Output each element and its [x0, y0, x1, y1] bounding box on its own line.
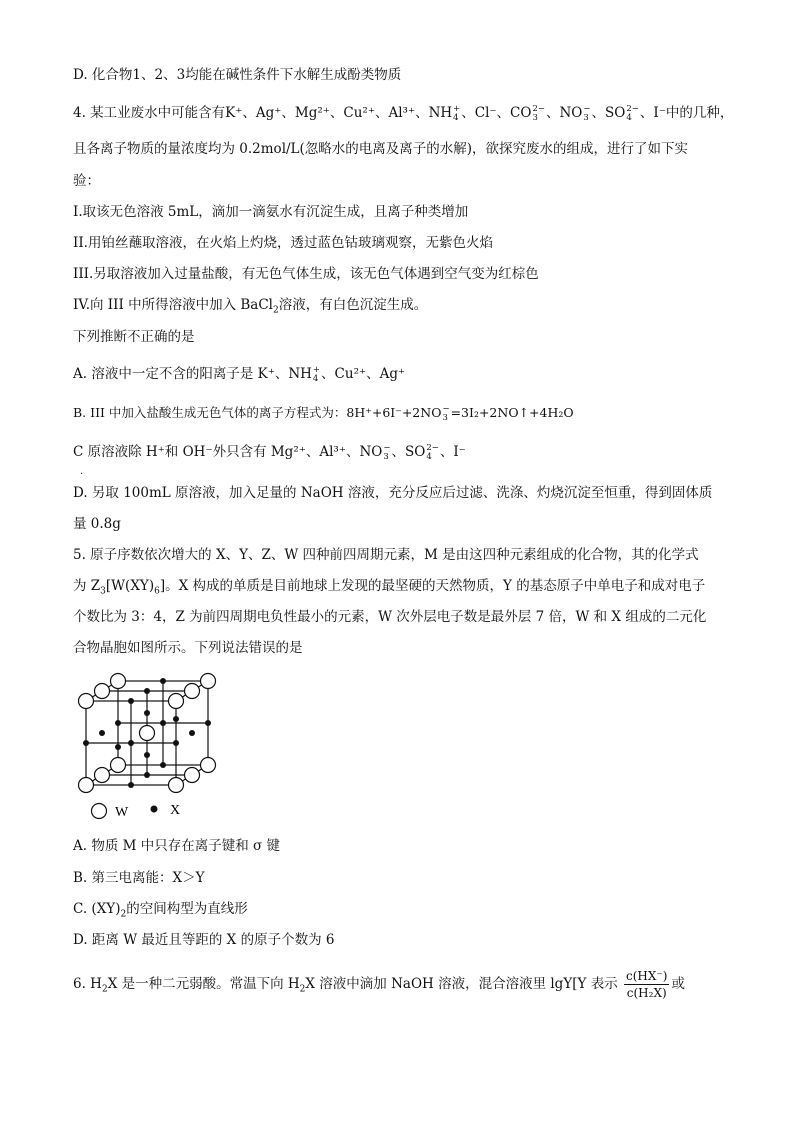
q6-text: X 溶液中滴加 NaOH 溶液，混合溶液里 lgY[Y 表示	[305, 976, 618, 992]
q5-text: [W(XY)	[105, 578, 155, 594]
q4-text: 溶液，有白色沉淀生成。	[278, 297, 428, 313]
fraction-numerator: c(HX⁻)	[626, 969, 668, 983]
q5-text: 的空间构型为直线形	[126, 901, 248, 917]
q6-text: 或	[671, 976, 685, 992]
q4-text: =3I₂+2NO↑+4H₂O	[450, 405, 574, 420]
q4-text: B. III 中加入盐酸生成无色气体的离子方程式为：8H⁺+6I⁻+2NO	[73, 405, 442, 420]
q4-option-b	[73, 404, 574, 423]
fraction-denominator: c(H₂X)	[626, 986, 667, 1000]
q6-text: X 是一种二元弱酸。常温下向 H	[107, 976, 300, 992]
q5-stem-line4: 合物晶胞如图所示。下列说法错误的是	[73, 640, 303, 656]
q4-text: 、I⁻中的几种，	[639, 105, 734, 121]
q4-text: 、SO	[591, 105, 626, 121]
stray-dot: .	[80, 466, 84, 477]
so4-charge: 2− 4	[426, 442, 439, 462]
q4-text: 、Cl⁻、CO	[461, 105, 532, 121]
q4-step-1: I.取该无色溶液 5mL，滴加一滴氨水有沉淀生成，且离子种类增加	[73, 204, 469, 220]
q3-option-d: D. 化合物1、2、3均能在碱性条件下水解生成酚类物质	[73, 67, 402, 83]
legend-w-label: W	[115, 805, 129, 820]
q4-text: 、I⁻	[439, 444, 466, 460]
q5-text: ]。X 构成的单质是目前地球上发现的最坚硬的天然物质，Y 的基态原子中单电子和成对电子	[159, 578, 706, 594]
legend-w-symbol	[92, 804, 107, 819]
q5-option-c	[73, 900, 248, 924]
q6-text: 6. H	[73, 976, 102, 992]
q4-question: 下列推断不正确的是	[73, 329, 195, 345]
legend-x-label: X	[170, 803, 181, 818]
q5-option-d: D. 距离 W 最近且等距的 X 的原子个数为 6	[73, 932, 335, 948]
no3-charge: − 3	[383, 442, 391, 462]
nh4-charge: + 4	[312, 364, 321, 384]
q5-stem-line3: 个数比为 3：4，Z 为前四周期电负性最小的元素，W 次外层电子数是最外层 7 倍，W 和 X 组成的二元化	[73, 609, 707, 625]
q4-option-d-line1: D. 另取 100mL 原溶液，加入足量的 NaOH 溶液，充分反应后过滤、洗涤、灼烧沉淀至恒重，得到固体质	[73, 485, 713, 501]
fraction	[624, 968, 669, 1001]
subscript: 6	[154, 586, 160, 597]
subscript: 3	[100, 586, 106, 597]
q4-stem-line1	[73, 104, 733, 123]
q4-text: 、Cu²⁺、Ag⁺	[321, 366, 406, 382]
crystal-unit-cell-diagram	[68, 667, 228, 825]
q4-option-d-line2: 量 0.8g	[73, 516, 121, 532]
q4-text: 4. 某工业废水中可能含有K⁺、Ag⁺、Mg²⁺、Cu²⁺、Al³⁺、NH	[73, 105, 453, 121]
legend-x-symbol	[151, 806, 158, 813]
q5-option-b: B. 第三电离能：X＞Y	[73, 870, 205, 886]
q4-text: IV.向 III 中所得溶液中加入 BaCl	[73, 297, 274, 313]
subscript: 2	[273, 305, 279, 316]
q4-option-c	[73, 443, 466, 462]
q4-stem-line2: 且各离子物质的量浓度均为 0.2mol/L(忽略水的电离及离子的水解)，欲探究废水的组成，进行了如下实	[73, 141, 689, 157]
so4-charge: 2− 4	[626, 103, 639, 123]
nh4-charge: + 4	[453, 103, 461, 123]
q4-text: C 原溶液除 H⁺和 OH⁻外只含有 Mg²⁺、Al³⁺、NO	[73, 444, 383, 460]
q4-step-4	[73, 296, 427, 320]
q6-stem	[73, 968, 685, 1001]
q4-step-2: II.用铂丝蘸取溶液，在火焰上灼烧，透过蓝色钴玻璃观察，无紫色火焰	[73, 235, 493, 251]
q5-text: C. (XY)	[73, 901, 121, 917]
subscript: 2	[120, 909, 127, 920]
q4-text: 、SO	[391, 444, 426, 460]
q4-text: A. 溶液中一定不含的阳离子是 K⁺、NH	[73, 366, 312, 382]
q4-option-a	[73, 365, 405, 384]
no3-charge: − 3	[442, 403, 450, 423]
q5-stem-line1: 5. 原子序数依次增大的 X、Y、Z、W 四种前四周期元素，M 是由这四种元素组成的化合物，其的化学式	[73, 547, 699, 563]
no3-charge: − 3	[583, 103, 591, 123]
q5-option-a: A. 物质 M 中只存在离子键和 σ 键	[73, 838, 281, 854]
subscript: 2	[101, 984, 108, 995]
q5-text: 为 Z	[73, 578, 101, 594]
q4-stem-line3: 验：	[73, 173, 100, 189]
co3-charge: 2− 3	[532, 103, 545, 123]
q5-stem-line2	[73, 577, 705, 601]
subscript: 2	[299, 984, 306, 995]
q4-step-3: III.另取溶液加入过量盐酸，有无色气体生成，该无色气体遇到空气变为红棕色	[73, 266, 539, 282]
q4-text: 、NO	[545, 105, 583, 121]
